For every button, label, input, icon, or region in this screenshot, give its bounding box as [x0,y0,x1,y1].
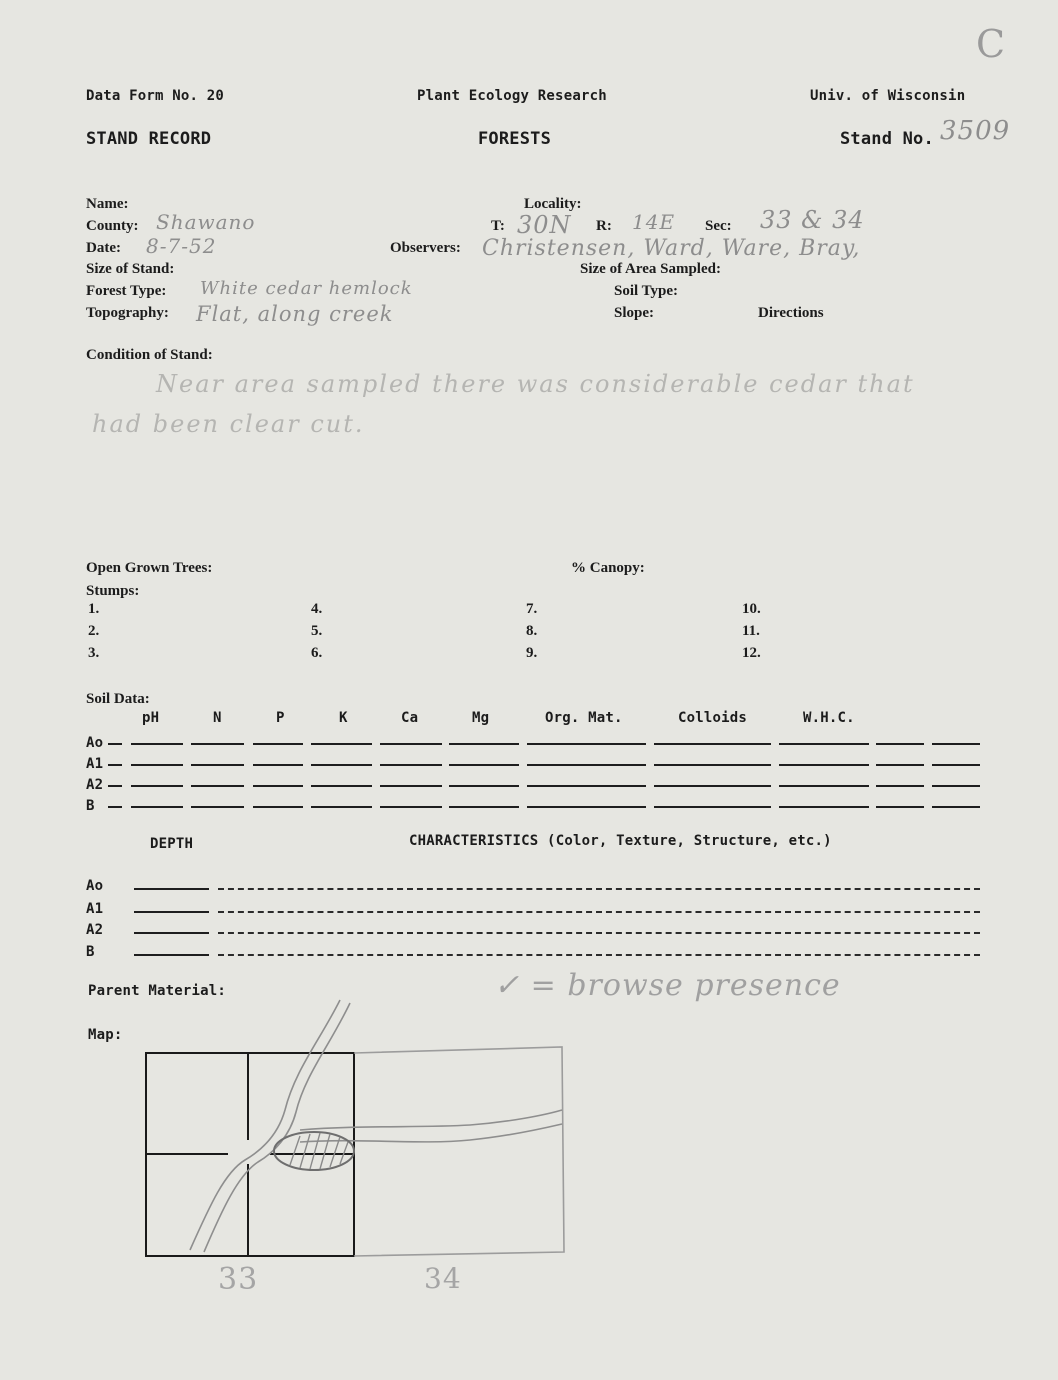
stump-number: 5. [311,623,323,639]
soil-column-header: pH [142,710,160,726]
name-label: Name: [86,196,129,212]
slope-label: Slope: [614,305,655,321]
county-value: Shawano [156,210,256,234]
size-of-area-label: Size of Area Sampled: [580,261,721,277]
soil-data-label: Soil Data: [86,691,150,707]
stand-number-value: 3509 [940,116,1011,146]
stump-number: 7. [526,601,538,617]
soil-row-label: Ao [86,735,104,751]
condition-text-line-2: had been clear cut. [92,410,365,438]
county-label: County: [86,218,139,234]
range-value: 14E [632,210,676,234]
range-label: R: [596,218,612,234]
condition-label: Condition of Stand: [86,347,213,363]
map-section-right-label: 34 [424,1262,462,1295]
stand-number-label: Stand No. [840,129,934,149]
soil-row-label: A1 [86,756,104,772]
size-of-stand-label: Size of Stand: [86,261,175,277]
stump-number: 12. [742,645,761,661]
stumps-label: Stumps: [86,583,140,599]
soil-column-header: K [339,710,348,726]
township-label: T: [491,218,505,234]
topography-value: Flat, along creek [196,302,394,326]
soil-type-label: Soil Type: [614,283,679,299]
open-grown-trees-label: Open Grown Trees: [86,560,213,576]
map-label: Map: [88,1027,123,1043]
locality-label: Locality: [524,196,582,212]
section-label: Sec: [705,218,732,234]
depth-row-label: A2 [86,922,104,938]
map-section-left-label: 33 [218,1262,259,1297]
township-value: 30N [517,211,572,239]
depth-header: DEPTH [150,836,194,852]
stump-number: 1. [88,601,100,617]
observers-value: Christensen, Ward, Ware, Bray, [482,236,861,261]
forest-type-value: White cedar hemlock [200,278,413,299]
stump-number: 4. [311,601,323,617]
stump-number: 10. [742,601,761,617]
stump-number: 8. [526,623,538,639]
directions-label: Directions [758,305,824,321]
characteristics-header: CHARACTERISTICS (Color, Texture, Structure, etc.) [409,833,832,849]
depth-row-label: B [86,944,95,960]
forest-type-label: Forest Type: [86,283,167,299]
soil-column-header: Org. Mat. [545,710,623,726]
stump-number: 11. [742,623,760,639]
soil-column-header: N [213,710,222,726]
stump-number: 6. [311,645,323,661]
date-label: Date: [86,240,121,256]
soil-column-header: Colloids [678,710,748,726]
form-number: Data Form No. 20 [86,88,225,104]
depth-row-label: Ao [86,878,104,894]
depth-row-label: A1 [86,901,104,917]
stump-number: 9. [526,645,538,661]
stump-number: 2. [88,623,100,639]
date-value: 8-7-52 [146,234,217,258]
stump-number: 3. [88,645,100,661]
corner-mark: C [976,22,1007,66]
soil-column-header: Ca [401,710,419,726]
record-title: STAND RECORD [86,129,212,149]
parent-material-label: Parent Material: [88,983,227,999]
university-name: Univ. of Wisconsin [810,88,966,104]
section-value: 33 & 34 [760,206,865,234]
research-title: Plant Ecology Research [417,88,607,104]
category-title: FORESTS [478,129,552,149]
browse-presence-note: ✓ = browse presence [494,968,841,1003]
condition-text-line-1: Near area sampled there was considerable cedar that [156,370,915,398]
topography-label: Topography: [86,305,169,321]
soil-column-header: Mg [472,710,490,726]
soil-column-header: P [276,710,285,726]
soil-column-header: W.H.C. [803,710,855,726]
soil-row-label: A2 [86,777,104,793]
observers-label: Observers: [390,240,461,256]
soil-row-label: B [86,798,95,814]
canopy-label: % Canopy: [571,560,645,576]
